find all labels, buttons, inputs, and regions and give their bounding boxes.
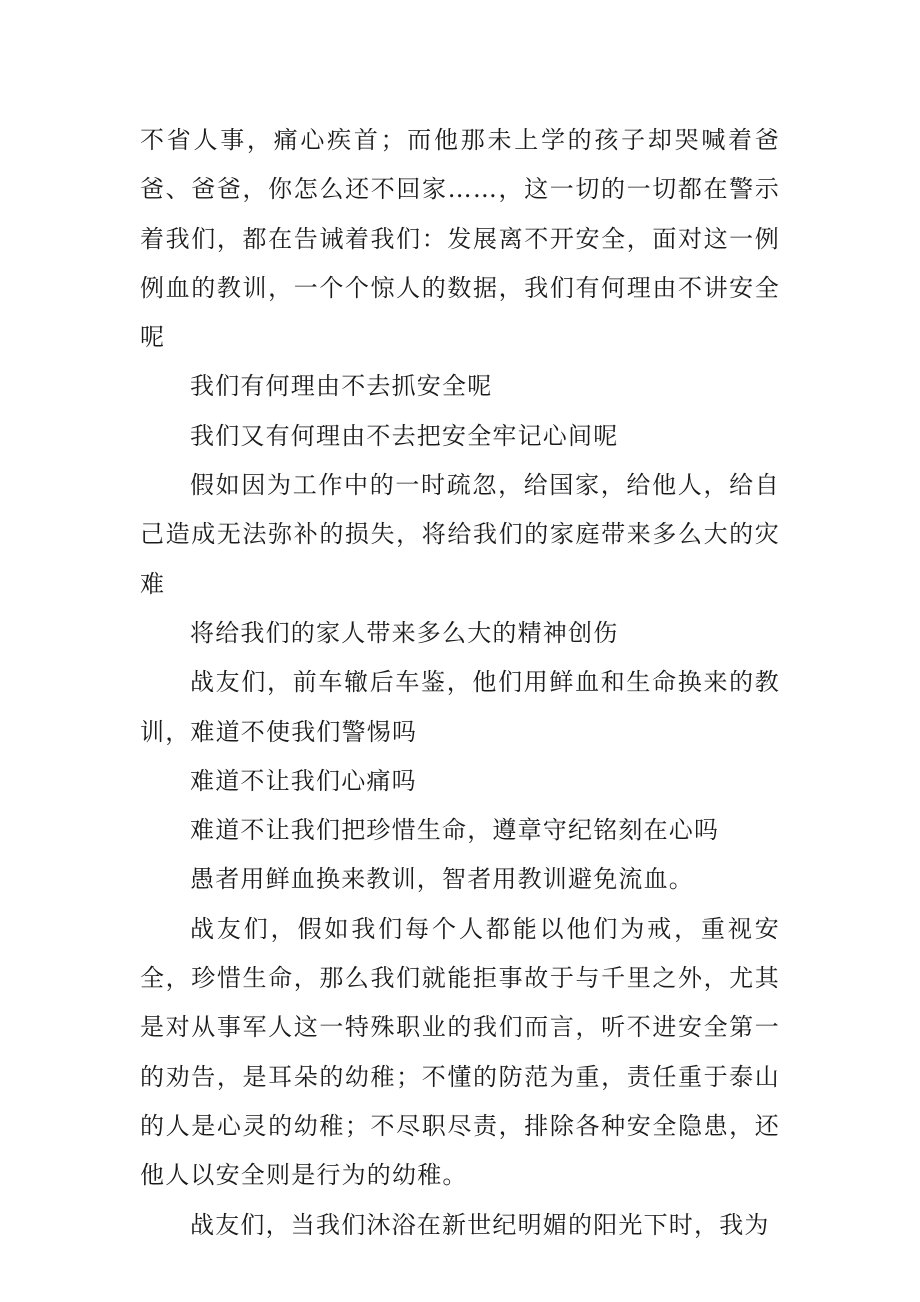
paragraph: 我们有何理由不去抓安全呢 — [190, 372, 493, 401]
paragraph: 愚者用鲜血换来教训，智者用教训避免流血。 — [190, 865, 694, 894]
paragraph: 战友们，假如我们每个人都能以他们为戒，重视安全，珍惜生命，那么我们就能拒事故于与千里之外，尤其是对从事军人这一特殊职业的我们而言，听不进安全第一的劝告，是耳朵的幼稚；不懂的防范为重，责任重于泰山的人是心灵的幼稚；不尽职尽责，排除各种安全隐患，还他人以安全则是行为的幼稚。 — [140, 914, 780, 1190]
paragraph: 难道不让我们心痛吗 — [190, 766, 417, 795]
paragraph: 战友们，当我们沐浴在新世纪明媚的阳光下时，我为 — [190, 1210, 770, 1239]
paragraph: 我们又有何理由不去把安全牢记心间呢 — [190, 421, 619, 450]
paragraph: 战友们，前车辙后车鉴，他们用鲜血和生命换来的教训，难道不使我们警惕吗 — [140, 668, 780, 746]
paragraph: 将给我们的家人带来多么大的精神创伤 — [190, 618, 619, 647]
paragraph: 难道不让我们把珍惜生命，遵章守纪铭刻在心吗 — [190, 816, 720, 845]
document-body — [140, 116, 780, 1250]
paragraph: 假如因为工作中的一时疏忽，给国家，给他人，给自己造成无法弥补的损失，将给我们的家庭带来多么大的灾难 — [140, 471, 780, 598]
paragraph: 不省人事，痛心疾首；而他那未上学的孩子却哭喊着爸爸、爸爸，你怎么还不回家……，这一切的一切都在警示着我们，都在告诫着我们：发展离不开安全，面对这一例例血的教训，一个个惊人的数据，我们有何理由不讲安全呢 — [140, 126, 780, 352]
